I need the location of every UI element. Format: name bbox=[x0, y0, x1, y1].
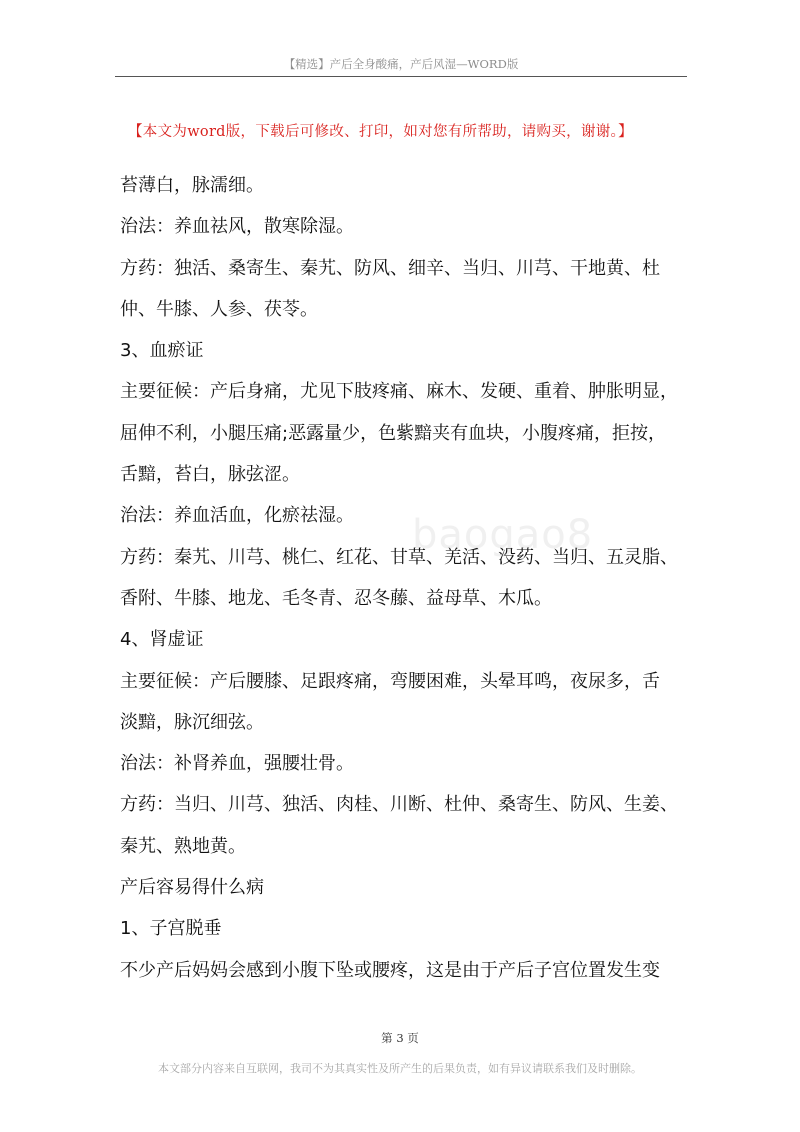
body-line: 不少产后妈妈会感到小腹下坠或腰疼，这是由于产后子宫位置发生变 bbox=[120, 959, 660, 981]
body-line: 舌黯，苔白，脉弦涩。 bbox=[120, 464, 300, 486]
body-line: 仲、牛膝、人参、茯苓。 bbox=[120, 298, 318, 320]
section-heading: 3、血瘀证 bbox=[120, 340, 204, 362]
body-line: 治法：补肾养血，强腰壮骨。 bbox=[120, 753, 354, 775]
body-line: 香附、牛膝、地龙、毛冬青、忍冬藤、益母草、木瓜。 bbox=[120, 587, 552, 609]
body-line: 方药：独活、桑寄生、秦艽、防风、细辛、当归、川芎、干地黄、杜 bbox=[120, 257, 660, 279]
header-divider bbox=[115, 76, 687, 77]
section-heading: 4、肾虚证 bbox=[120, 629, 204, 651]
section-heading: 1、子宫脱垂 bbox=[120, 918, 222, 940]
body-line: 苔薄白，脉濡细。 bbox=[120, 175, 264, 196]
body-line: 屈伸不利，小腿压痛;恶露量少，色紫黯夹有血块，小腹疼痛，拒按， bbox=[120, 422, 667, 444]
page-header-title: 【精选】产后全身酸痛，产后风湿—WORD版 bbox=[283, 57, 519, 71]
body-line: 治法：养血祛风，散寒除湿。 bbox=[120, 216, 354, 238]
page-number: 第 3 页 bbox=[381, 1031, 419, 1045]
body-line: 主要征候：产后腰膝、足跟疼痛，弯腰困难，头晕耳鸣，夜尿多，舌 bbox=[120, 670, 660, 692]
watermark: baogao8 bbox=[412, 512, 594, 558]
body-line: 方药：秦艽、川芎、桃仁、红花、甘草、羌活、没药、当归、五灵脂、 bbox=[120, 546, 678, 568]
section-heading: 产后容易得什么病 bbox=[120, 877, 264, 899]
footer-disclaimer: 本文部分内容来自互联网，我司不为其真实性及所产生的后果负责，如有异议请联系我们及时删除。 bbox=[158, 1062, 642, 1075]
document-body bbox=[120, 165, 685, 991]
body-line: 秦艽、熟地黄。 bbox=[120, 835, 246, 857]
body-line: 方药：当归、川芎、独活、肉桂、川断、杜仲、桑寄生、防风、生姜、 bbox=[120, 794, 678, 816]
body-line: 主要征候：产后身痛，尤见下肢疼痛、麻木、发硬、重着、肿胀明显， bbox=[120, 381, 678, 403]
body-line: 治法：养血活血，化瘀祛湿。 bbox=[120, 505, 354, 527]
download-notice: 【本文为word版，下载后可修改、打印，如对您有所帮助，请购买，谢谢。】 bbox=[128, 124, 633, 140]
body-line: 淡黯，脉沉细弦。 bbox=[120, 711, 264, 733]
